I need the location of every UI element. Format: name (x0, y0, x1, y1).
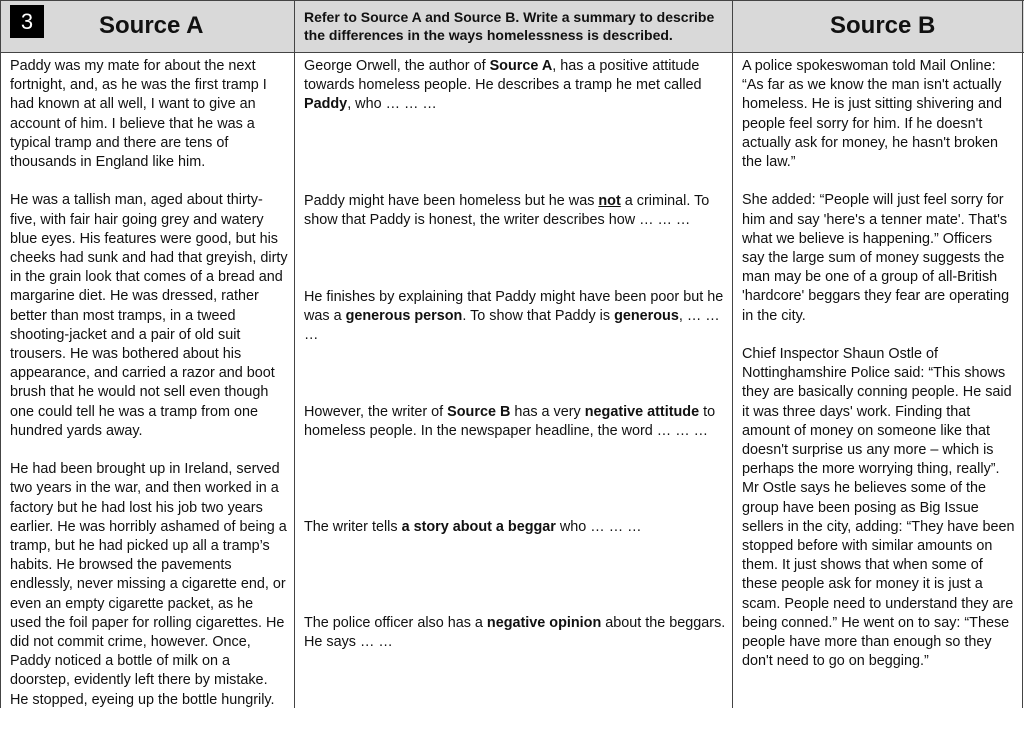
summary-prompt-1: George Orwell, the author of Source A, has a positive attitude towards homeless people. He describes a tramp he met called Paddy, who … … … (304, 58, 702, 113)
source-b-text (742, 57, 1018, 691)
column-divider-right (732, 0, 733, 708)
table-border-left (0, 0, 1, 708)
summary-prompt-3: He finishes by explaining that Paddy might have been poor but he was a generous person. To show that Paddy is generous, … … … (304, 289, 724, 344)
source-b-paragraph: Chief Inspector Shaun Ostle of Nottinghamshire Police said: “This shows they are basically conning people. He said it was three days' work. Finding that amount of money on someone like that doesn't surprise us any more – which is perhaps the more worrying thing, really”. Mr Ostle says he believes some of the group have been posing as Big Issue sellers in the city, adding: “They have been stopped before with similar amounts on them. It just shows that when some of these people ask for money it is just a scam. People need to understand they are being conned.” He went on to say: “These people have more than enough so they don't need to go on begging.” (742, 346, 1015, 670)
source-b-paragraph: A police spokeswoman told Mail Online: “As far as we know the man isn't actually homeless. He is just sitting shivering and people feel sorry for him. If he doesn't actually ask for money, he hasn't broken the law.” (742, 58, 1002, 171)
summary-prompt-4: However, the writer of Source B has a very negative attitude to homeless people. In the newspaper headline, the word … … … (304, 404, 716, 440)
column-divider-left (294, 0, 295, 708)
summary-prompt-5: The writer tells a story about a beggar who … … … (304, 519, 642, 535)
source-b-paragraph: She added: “People will just feel sorry for him and say 'here's a tenner mate'. That's what we believe is happening.” Officers say the large sum of money suggests the man may be one of a group of all-British 'hardcore' beggars they fear are operating in the city. (742, 192, 1010, 324)
question-number-badge: 3 (10, 5, 44, 38)
source-a-text (10, 57, 288, 729)
source-a-title: Source A (99, 12, 204, 39)
summary-prompt-6: The police officer also has a negative opinion about the beggars. He says … … (304, 615, 726, 651)
source-a-paragraph: He had been brought up in Ireland, served two years in the war, and then worked in a factory but he had lost his job two years earlier. He was horribly ashamed of being a tramp, but he had picked up all a tramp’s habits. He browsed the pavements endlessly, never missing a cigarette end, or even an empty cigarette packet, as he used the foil paper for rolling cigarettes. He did not commit crime, however. Once, Paddy noticed a bottle of milk on a doorstep, evidently left there by mistake. He stopped, eyeing up the bottle hungrily. (10, 461, 287, 708)
summary-prompt-2: Paddy might have been homeless but he was not a criminal. To show that Paddy is honest, the writer describes how … … … (304, 193, 710, 229)
source-a-paragraph: Paddy was my mate for about the next fortnight, and, as he was the first tramp I had known at all well, I want to give an account of him. I believe that he was a typical tramp and there are tens of thousands in England like him. (10, 58, 267, 171)
task-instruction: Refer to Source A and Source B. Write a summary to describe the differences in the ways homelessness is described. (304, 9, 715, 43)
table-border-right (1022, 0, 1023, 708)
source-b-title: Source B (830, 12, 936, 39)
source-a-paragraph: He was a tallish man, aged about thirty-five, with fair hair going grey and watery blue eyes. His features were good, but his cheeks had sunk and had that greyish, dirty in the grain look that comes of a bread and margarine diet. He was dressed, rather better than most tramps, in a tweed shooting-jacket and a pair of old suit trousers. He was bothered about his appearance, and carried a razor and boot brush that he would not sell even though one could tell he was a tramp from one hundred yards away. (10, 192, 288, 439)
